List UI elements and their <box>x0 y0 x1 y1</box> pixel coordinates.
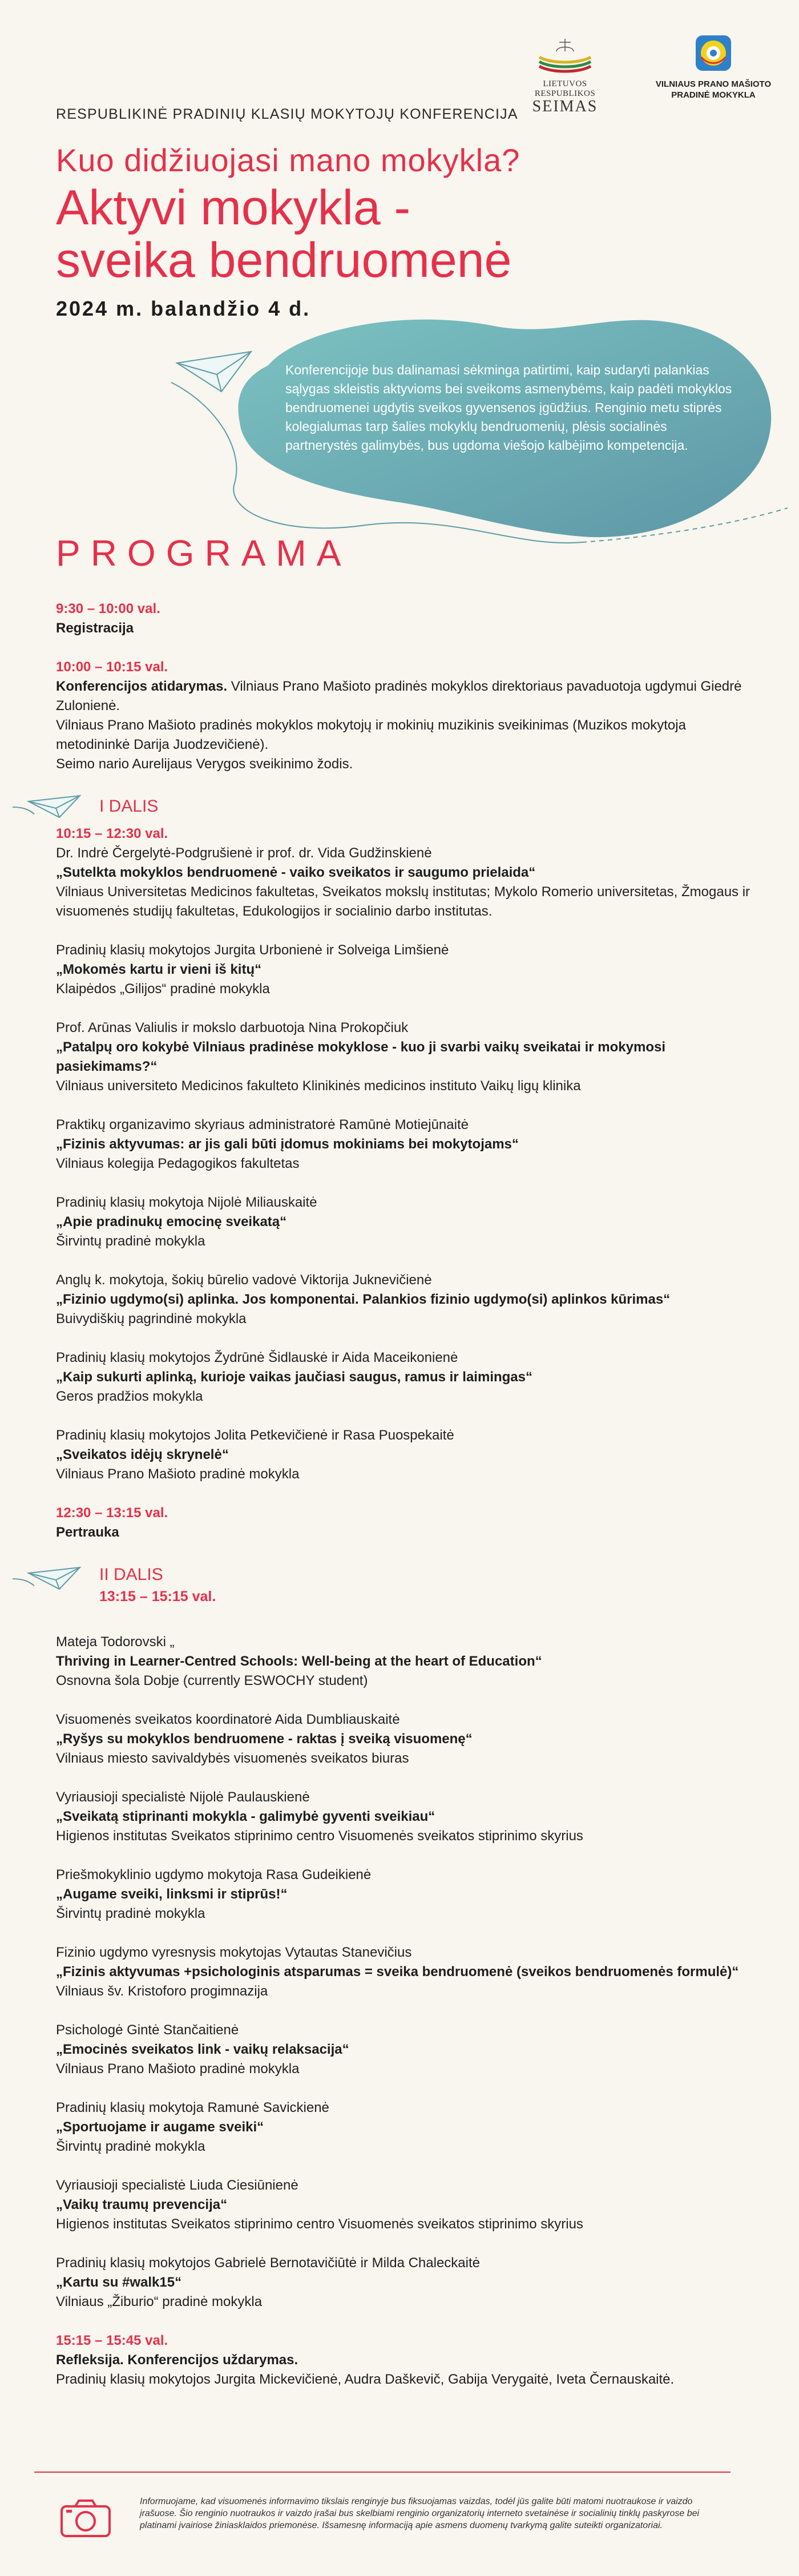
closing-block <box>56 2331 758 2389</box>
closing-text: Pradinių klasių mokytojos Jurgita Mickevičienė, Audra Daškevič, Gabija Verygaitė, Iveta Černauskaitė. <box>56 2372 675 2387</box>
talk-item <box>56 1115 758 1174</box>
talk-institution: Vilniaus universiteto Medicinos fakulteto Klinikinės medicinos instituto Vaikų ligų klinika <box>56 1078 581 1094</box>
talk-title: „Patalpų oro kokybė Vilniaus pradinėse mokyklose - kuo ji svarbi vaikų sveikatai ir mokymosi pasiekimams?“ <box>56 1039 665 1074</box>
intro-text: Konferencijoje bus dalinamasi sėkminga patirtimi, kaip sudaryti palankias sąlygas skleistis aktyvioms bei sveikoms asmenybėms, kaip padėti mokyklos bendruomenei ugdytis sveikos gyvensenos įgūdžius. Renginio metu stiprės kolegialumas tarp šalies mokyklų bendruomenių, plėsis socialinės partnerystės galimybės, bus ugdoma viešojo kalbėjimo kompetencija. <box>285 362 732 453</box>
talk-speaker: Pradinių klasių mokytojos Jurgita Urbonienė ir Solveiga Limšienė <box>56 942 449 958</box>
registration-block <box>56 599 758 638</box>
camera-icon <box>59 2497 112 2538</box>
talk-speaker: Pradinių klasių mokytojos Žydrūnė Šidlauskė ir Aida Maceikonienė <box>56 1350 458 1365</box>
talk-item <box>56 941 758 999</box>
paper-plane-icon <box>177 352 251 392</box>
talk-item <box>56 1348 758 1406</box>
talk-title: „Sveikatą stiprinanti mokykla - galimybė gyventi sveikiau“ <box>56 1809 435 1824</box>
talk-institution: Klaipėdos „Gilijos“ pradinė mokykla <box>56 981 270 997</box>
talk-institution: Vilniaus Prano Mašioto pradinė mokykla <box>56 2061 300 2077</box>
talk-speaker: Priešmokyklinio ugdymo mokytoja Rasa Gudeikienė <box>56 1867 372 1882</box>
talk-speaker: Prof. Arūnas Valiulis ir mokslo darbuotoja Nina Prokopčiuk <box>56 1020 409 1035</box>
talk-institution: Širvintų pradinė mokykla <box>56 1233 205 1249</box>
talk-item <box>56 1865 758 1924</box>
hero-title <box>56 182 511 287</box>
talk-speaker: Visuomenės sveikatos koordinatorė Aida Dumbliauskaitė <box>56 1712 400 1727</box>
talk-title: „Vaikų traumų prevencija“ <box>56 2197 228 2212</box>
part2-label: II DALIS <box>99 1565 163 1584</box>
talk-item <box>56 1632 758 1691</box>
break-block <box>56 1503 758 1542</box>
talk-title: „Augame sveiki, linksmi ir stiprūs!“ <box>56 1886 288 1902</box>
talk-item <box>56 2176 758 2234</box>
hero-subtitle: Kuo didžiuojasi mano mokykla? <box>56 142 520 178</box>
talk-title: „Ryšys su mokyklos bendruomene - raktas į sveiką visuomenę“ <box>56 1731 473 1747</box>
talk-institution: Higienos institutas Sveikatos stiprinimo centro Visuomenės sveikatos stiprinimo skyrius <box>56 1828 583 1844</box>
talk-institution: Geros pradžios mokykla <box>56 1389 203 1404</box>
talk-item <box>56 1788 758 1846</box>
opening-time: 10:00 – 10:15 val. <box>56 659 168 675</box>
talk-institution: Vilniaus kolegija Pedagogikos fakultetas <box>56 1156 300 1171</box>
seimas-logo <box>516 34 614 116</box>
part1-heading <box>56 793 758 828</box>
talk-title: „Sutelkta mokyklos bendruomenė - vaiko sveikatos ir saugumo prielaida“ <box>56 865 536 880</box>
talk-speaker: Pradinių klasių mokytojos Gabrielė Bernotavičiūtė ir Milda Chaleckaitė <box>56 2255 481 2271</box>
footer-divider <box>34 2472 731 2473</box>
talk-title: Thriving in Learner-Centred Schools: Well-being at the heart of Education“ <box>56 1654 542 1669</box>
opening-text2: Vilniaus Prano Mašioto pradinės mokyklos mokytojų ir mokinių muzikinis sveikinimas (Muzikos mokytoja metodininkė Darija Juodzevičienė). <box>56 717 686 752</box>
talk-institution: Vilniaus šv. Kristoforo progimnazija <box>56 1984 268 1999</box>
seimas-logo-line1: LIETUVOS RESPUBLIKOS <box>534 79 596 98</box>
break-time: 12:30 – 13:15 val. <box>56 1505 168 1521</box>
talk-institution: Osnovna šola Dobje (currently ESWOCHY student) <box>56 1673 368 1688</box>
opening-text3: Seimo nario Aurelijaus Verygos sveikinimo žodis. <box>56 756 353 772</box>
break-label: Pertrauka <box>56 1525 119 1540</box>
talk-institution: Vilniaus Universitetas Medicinos fakultetas, Sveikatos mokslų institutas; Mykolo Romerio universitetas, Žmogaus ir visuomenės studijų fakultetas, Edukologijos ir socialinio darbo institutas. <box>56 884 750 919</box>
paper-plane-icon <box>11 1564 86 1593</box>
closing-time: 15:15 – 15:45 val. <box>56 2333 168 2348</box>
seimas-emblem-icon <box>534 34 596 74</box>
talk-speaker: Pradinių klasių mokytoja Ramunė Savickienė <box>56 2100 329 2115</box>
talk-title: „Fizinio ugdymo(si) aplinka. Jos komponentai. Palankios fizinio ugdymo(si) aplinkos kūrimas“ <box>56 1292 671 1307</box>
talk-speaker: Anglų k. mokytoja, šokių būrelio vadovė Viktorija Juknevičienė <box>56 1272 432 1288</box>
talk-speaker: Vyriausioji specialistė Liuda Ciesiūnienė <box>56 2178 298 2193</box>
talk-item <box>56 2254 758 2312</box>
talk-title: „Sveikatos idėjų skrynelė“ <box>56 1447 229 1462</box>
footer-disclaimer: Informuojame, kad visuomenės informavimo tikslais renginyje bus fiksuojamas vaizdas, todėl jūs galite būti matomi nuotraukose ir vaizdo įrašuose. Šio renginio nuotraukos ir vaizdo įrašai bus skelbiami renginio organizatorių interneto svetainėse ir socialinių tinklų paskyrose bei platinami įvairiose žiniasklaidos priemonėse. Išsamesnę informaciją apie asmens duomenų tvarkymą galite suteikti organizatoriai. <box>140 2497 700 2530</box>
schedule <box>56 599 758 2409</box>
talk-item <box>56 824 758 921</box>
seimas-logo-line2: SEIMAS <box>532 98 598 115</box>
talk-institution: Širvintų pradinė mokykla <box>56 1906 205 1921</box>
talk-speaker: Praktikų organizavimo skyriaus administratorė Ramūnė Motiejūnaitė <box>56 1117 469 1132</box>
program-heading: PROGRAMA <box>56 533 352 574</box>
talk-title: „Fizinis aktyvumas: ar jis gali būti įdomus mokiniams bei mokytojams“ <box>56 1136 519 1152</box>
registration-time: 9:30 – 10:00 val. <box>56 601 160 616</box>
talk-title: „Kaip sukurti aplinką, kurioje vaikas jaučiasi saugus, ramus ir laimingas“ <box>56 1369 532 1385</box>
paper-plane-icon <box>11 792 86 821</box>
talk-item <box>56 2098 758 2156</box>
talk-item <box>56 1426 758 1484</box>
talk-institution: Higienos institutas Sveikatos stiprinimo centro Visuomenės sveikatos stiprinimo skyrius <box>56 2216 583 2232</box>
talk-item <box>56 1943 758 2001</box>
conference-name: RESPUBLIKINĖ PRADINIŲ KLASIŲ MOKYTOJŲ KONFERENCIJA <box>56 106 518 122</box>
school-emblem-icon <box>693 33 733 73</box>
opening-title: Konferencijos atidarymas. <box>56 679 228 694</box>
talk-title: „Fizinis aktyvumas +psichologinis atsparumas = sveika bendruomenė (sveikos bendruomenės formulė)“ <box>56 1964 739 1980</box>
part1-time: 10:15 – 12:30 val. <box>56 826 168 841</box>
talk-title: „Apie pradinukų emocinę sveikatą“ <box>56 1214 287 1229</box>
part1-label: I DALIS <box>99 797 159 816</box>
talk-title: „Sportuojame ir augame sveiki“ <box>56 2119 264 2135</box>
opening-line1 <box>56 677 758 716</box>
talk-institution: Vilniaus miesto savivaldybės visuomenės sveikatos biuras <box>56 1751 409 1766</box>
talk-title: „Emocinės sveikatos link - vaikų relaksacija“ <box>56 2042 349 2057</box>
closing-title: Refleksija. Konferencijos uždarymas. <box>56 2352 298 2368</box>
talk-title: „Mokomės kartu ir vieni iš kitų“ <box>56 962 262 977</box>
part2-heading <box>56 1562 758 1619</box>
talk-item <box>56 1193 758 1251</box>
talk-speaker: Mateja Todorovski „ <box>56 1634 175 1650</box>
event-date: 2024 m. balandžio 4 d. <box>56 297 311 320</box>
hero-title-line2: sveika bendruomenė <box>56 233 512 288</box>
talk-speaker: Pradinių klasių mokytoja Nijolė Miliauskaitė <box>56 1195 317 1210</box>
talk-item <box>56 2021 758 2079</box>
talk-speaker: Vyriausioji specialistė Nijolė Paulauskienė <box>56 1789 310 1805</box>
opening-text1: Vilniaus Prano Mašioto pradinės mokyklos direktoriaus pavaduotoja ugdymui Giedrė Zulonienė. <box>56 679 742 713</box>
talk-item <box>56 1710 758 1768</box>
talk-institution: Buivydiškių pagrindinė mokykla <box>56 1311 247 1327</box>
talk-institution: Vilniaus „Žiburio“ pradinė mokykla <box>56 2294 263 2309</box>
registration-label: Registracija <box>56 620 134 636</box>
hero-title-line1: Aktyvi mokykla - <box>56 180 411 235</box>
part2-time: 13:15 – 15:15 val. <box>99 1589 216 1605</box>
school-logo-line1: VILNIAUS PRANO MAŠIOTO <box>655 79 772 89</box>
opening-block <box>56 658 758 774</box>
talk-item <box>56 1018 758 1096</box>
talk-speaker: Dr. Indrė Čergelytė-Podgrušienė ir prof. dr. Vida Gudžinskienė <box>56 845 432 861</box>
talk-institution: Širvintų pradinė mokykla <box>56 2139 205 2154</box>
talk-item <box>56 1271 758 1329</box>
school-logo <box>645 33 782 101</box>
talk-institution: Vilniaus Prano Mašioto pradinė mokykla <box>56 1466 300 1482</box>
talk-speaker: Psichologė Gintė Stančaitienė <box>56 2022 239 2038</box>
talk-title: „Kartu su #walk15“ <box>56 2275 182 2290</box>
talk-speaker: Pradinių klasių mokytojos Jolita Petkevičienė ir Rasa Puospekaitė <box>56 1428 454 1443</box>
talk-speaker: Fizinio ugdymo vyresnysis mokytojas Vytautas Stanevičius <box>56 1945 412 1960</box>
school-logo-line2: PRADINĖ MOKYKLA <box>671 90 756 100</box>
